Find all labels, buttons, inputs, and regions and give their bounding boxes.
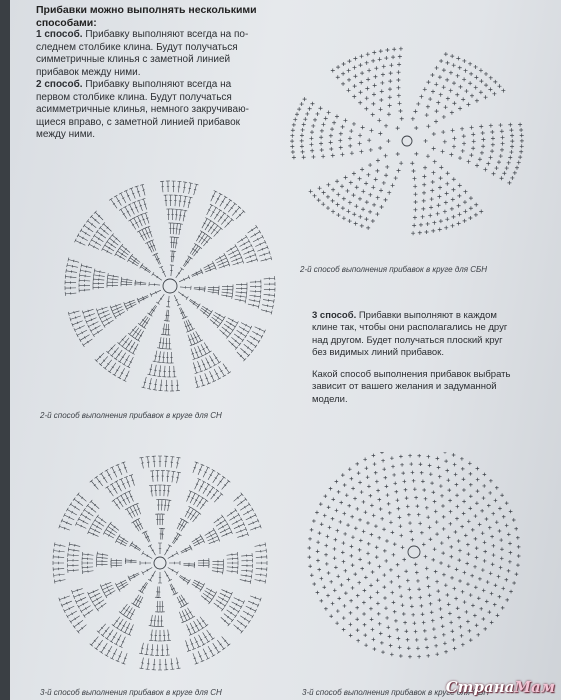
watermark-logo: СтранаМам [445, 678, 555, 696]
intro-text [36, 4, 286, 142]
intro-heading: Прибавки можно выполнять несколькими способами: [36, 4, 257, 29]
method-3-text: 3 способ. Прибавки выполняют в каждом клине так, чтобы они располагались не друг над другом. Будет получаться плоский круг без видимых линий прибавок. Какой способ выполнения прибавок выбрать зависит от вашего желания и задуманной модели. [312, 310, 547, 416]
diagram-sn-method2 [35, 168, 285, 408]
method-2-text: 2 способ. Прибавку выполняют всегда на первом столбике клина. Будут получаться асимметричные клинья, немного закручиваю- щиеся вправо, с заметной линией прибавок между ними. [36, 79, 249, 140]
diagram-sn-method3 [32, 440, 282, 685]
book-page [10, 0, 561, 700]
caption-sn-method3: 3-й способ выполнения прибавок в круге для СН [40, 688, 222, 697]
caption-sn-method2: 2-й способ выполнения прибавок в круге для СН [40, 411, 222, 420]
caption-sbn-method2: 2-й способ выполнения прибавок в круге для СБН [300, 265, 488, 274]
diagram-sbn-method2 [275, 45, 545, 260]
diagram-sbn-method3 [292, 452, 542, 687]
method-1-text: 1 способ. Прибавку выполняют всегда на по- следнем столбике клина. Будут получаться симметричные клинья с заметной линией прибавок между ними. [36, 29, 249, 78]
choice-text: Какой способ выполнения прибавок выбрать зависит от вашего желания и задуманной модели. [312, 369, 511, 405]
caption-sbn-method3: 3-й способ выполнения прибавок в круге для СБН [302, 688, 490, 697]
